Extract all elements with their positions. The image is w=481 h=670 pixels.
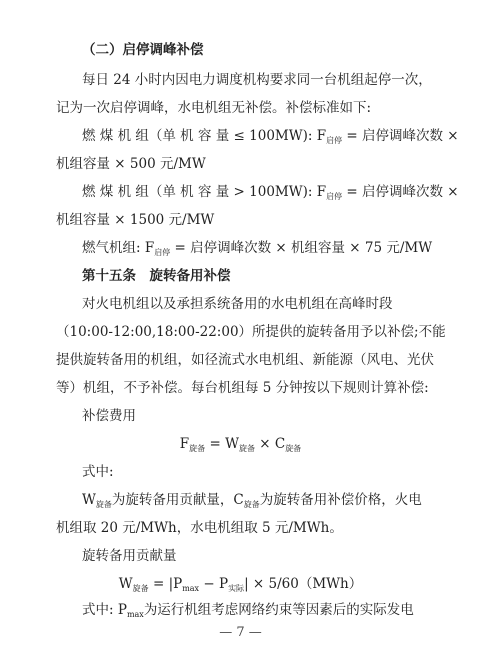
page-number: — 7 — <box>219 625 262 640</box>
gas-formula: 燃气机组: $F_{启停}$ = 启停调峰次数 × 机组容量 × 75 元/MW <box>82 240 433 257</box>
formula-contribution: $W_{旋备} = |P_{max} - P_{实际}| \times 5/60(MWh)$ <box>118 576 363 593</box>
coal-large-formula: 燃 煤 机 组（单 机 容 量 > 100MW): $F_{启停}$ = 启停调峰次数 × <box>82 184 459 201</box>
where-definition: 式中: $P_{max}$为运行机组考虑网络约束等因素后的实际发电 <box>82 602 414 619</box>
paragraph-line: 机组容量 × 1500 元/MW <box>56 212 215 228</box>
coal-small-formula: 燃 煤 机 组（单 机 容 量 ≤ 100MW): $F_{启停}$ = 启停调峰次数 × <box>82 128 459 145</box>
paragraph-line: 记为一次启停调峰，水电机组无补偿。补偿标准如下: <box>56 100 372 116</box>
section-heading: （二）启停调峰补偿 <box>82 42 204 58</box>
formula-fee: $F_{旋备} = W_{旋备} \times C_{旋备}$ <box>179 436 302 453</box>
paragraph-line: 等）机组，不予补偿。每台机组每 5 分钟按以下规则计算补偿: <box>56 380 429 396</box>
fee-label: 补偿费用 <box>82 408 136 424</box>
paragraph-line: 机组取 20 元/MWh，水电机组取 5 元/MWh。 <box>56 520 343 536</box>
definition-line: $W_{旋备}$为旋转备用贡献量，$C_{旋备}$为旋转备用补偿价格，火电 <box>82 492 422 509</box>
where-label: 式中: <box>82 464 114 480</box>
paragraph-line: （10:00-12:00,18:00-22:00）所提供的旋转备用予以补偿;不能 <box>56 324 446 340</box>
paragraph-line: 机组容量 × 500 元/MW <box>56 156 206 172</box>
article-heading: 第十五条 旋转备用补偿 <box>82 268 231 284</box>
contribution-label: 旋转备用贡献量 <box>82 548 177 564</box>
paragraph-line: 对火电机组以及承担系统备用的水电机组在高峰时段 <box>82 296 393 312</box>
paragraph-line: 每日 24 小时内因电力调度机构要求同一台机组起停一次， <box>82 72 432 88</box>
paragraph-line: 提供旋转备用的机组，如径流式水电机组、新能源（风电、光伏 <box>56 352 434 368</box>
